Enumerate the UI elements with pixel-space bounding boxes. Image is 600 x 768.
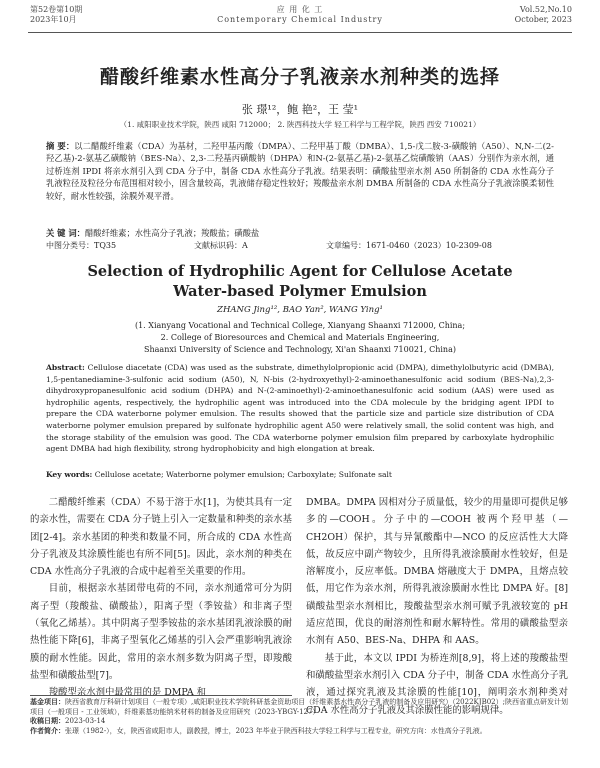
body-paragraph: 羧酸型亲水剂中最常用的是 DMPA 和 — [48, 687, 206, 699]
body-column-left — [30, 494, 292, 702]
keywords-cn-label: 关 键 词： — [46, 228, 85, 238]
body-paragraph: 目前，根据亲水基团带电荷的不同，亲水剂通常可分为阴离子型（羧酸盐、磺酸盐），阳离子型（季铵盐）和非离子型（氧化乙烯基）。其中阴离子型季铵盐的亲水基团乳液涂膜的耐热性能下降[6]，非离子型氧化乙烯基的引入会严重影响乳液涂膜的耐水性能。因此，常用的亲水剂多数为阴离子型，即羧酸盐型和磺酸盐型[7]。 — [30, 583, 292, 681]
footnote-author — [30, 727, 572, 737]
received-label: 收稿日期： — [30, 717, 65, 726]
title-en — [0, 262, 600, 302]
received-date: 2023-03-14 — [65, 717, 106, 726]
keywords-en-text: Cellulose acetate; Waterborne polymer emulsion; Carboxylate; Sulfonate salt — [94, 470, 392, 479]
footnote-received — [30, 717, 572, 727]
header-journal-cn: 应 用 化 工 — [276, 5, 324, 14]
abstract-cn-label: 摘 要： — [46, 141, 75, 151]
clc-number: 中图分类号：TQ35 — [46, 241, 117, 250]
abstract-en-text: Cellulose diacetate (CDA) was used as the substrate, dimethylolpropionic acid (DMPA), dimethylolbutyric acid (DMBA), 1,5-pentanediamine-3-sulfonic acid sodium (A50), N, N-bis (2-hydroxyethyl)-2-aminoethanesulfonic acid sodium (BES-Na),2,3-dihydroxypropanesulfonic acid sodium (DHPA) and N-(2-aminoethyl)-2-aminoethanesulfonic acid sodium (AAS) were used as hydrophilic agents, respectively, the hydrophilic agent was introduced into the CDA molecule by the bridging agent IPDI to prepare the CDA waterborne polymer emulsion. The results showed that the particle size and particle size distribution of CDA waterborne polymer emulsion prepared by sulfonate hydrophilic agent A50 were relatively small, the solid content was high, and the storage stability of the emulsion was good. The CDA waterborne polymer emulsion film prepared by carboxylate hydrophilic agent DMBA had high flexibility, strong hydrophobicity and high elongation at break. — [46, 363, 554, 454]
keywords-en-label: Key words: — [46, 470, 93, 479]
footnote-rule — [30, 695, 292, 696]
fund-text: 陕西省教育厅科研计划项目（一般专项）,咸阳职业技术学院科研基金资助项目（纤维素基水性高分子乳液的制备及应用研究）（2022KJB02）;陕西省重点研发计划项目（一般项目 - 工业领域），纤维素基功能纳米材料的制备及应用研究（2023-YBGY-127） — [30, 698, 568, 716]
authors-en: ZHANG Jing¹², BAO Yan², WANG Ying¹ — [217, 305, 383, 315]
affiliation-en-line: (1. Xianyang Vocational and Technical College, Xianyang Shaanxi 712000, China; — [134, 321, 466, 330]
header-date-en: October, 2023 — [514, 15, 572, 24]
article-number: 文章编号：1671-0460（2023）10-2309-08 — [326, 241, 492, 250]
authors-cn: 张 璟¹²，鲍 艳²，王 莹¹ — [241, 103, 359, 116]
author-label: 作者简介： — [30, 726, 65, 735]
title-en-line2: Water-based Polymer Emulsion — [173, 283, 427, 300]
abstract-cn-text: 以二醋酸纤维素（CDA）为基材，二羟甲基丙酸（DMPA）、二羟甲基丁酸（DMBA）、1,5-戊二胺-3-磺酸钠（A50）、N,N-二(2-羟乙基)-2-氨基乙磺酸钠（BES-Na）、2,3-二羟基丙磺酸钠（DHPA）和N-(2-氨基乙基)-2-氨基乙烷磺酸钠（AAS）分别作为亲水剂，通过桥连剂 IPDI 将亲水剂引入到 CDA 分子中，制备 CDA 水性高分子乳液。结果表明：磺酸盐型亲水剂 A50 所制备的 CDA 水性高分子乳液粒径及粒径分布范围相对较小，固含量较高，乳液储存稳定性较好；羧酸盐亲水剂 DMBA 所制备的 CDA 水性高分子乳液涂膜柔韧性较好，耐水性较强，涂膜外观平滑。 — [46, 141, 554, 201]
header-volume-en: Vol.52,No.10 — [519, 5, 572, 14]
header-volume: 第52卷第10期 — [30, 5, 83, 14]
fund-label: 基金项目： — [30, 698, 65, 706]
keywords-cn-text: 醋酸纤维素；水性高分子乳液；羧酸盐；磺酸盐 — [84, 228, 260, 238]
title-cn: 醋酸纤维素水性高分子乳液亲水剂种类的选择 — [99, 66, 500, 88]
header-date-cn: 2023年10月 — [30, 15, 77, 24]
body-paragraph: DMBA。DMPA 因相对分子质量低，较少的用量即可提供足够多的—COOH。分子中的—COOH 被两个羟甲基（—CH2OH）保护，其与异氰酸酯中—NCO 的反应活性大大降低，故反应中副产物较少，且所得乳液涂膜耐水性较好，但是溶解度小，反应率低。DMBA 熔融度大于 DMPA，且熔点较低，用它作为亲水剂，所得乳液涂膜耐水性比 DMPA 好。[8]磺酸盐型亲水剂相比，羧酸盐型亲水剂可赋予乳液较宽的 pH 适应范围，优良的耐溶剂性和耐水解特性。常用的磺酸盐型亲水剂有 A50、BES-Na、DHPA 和 AAS。 — [306, 497, 568, 647]
header-journal-en: Contemporary Chemical Industry — [217, 15, 383, 24]
keywords-cn — [46, 227, 554, 239]
affiliation-en-line: 2. College of Bioresources and Chemical and Materials Engineering, — [160, 333, 440, 342]
title-en-line1: Selection of Hydrophilic Agent for Cellulose Acetate — [87, 263, 513, 280]
running-header — [0, 5, 600, 31]
footnote — [30, 698, 572, 736]
keywords-en — [46, 470, 554, 479]
header-right — [515, 5, 572, 25]
affiliation-en-line: Shaanxi University of Science and Technology, Xi'an Shaanxi 710021, China) — [144, 345, 456, 354]
abstract-en-label: Abstract: — [46, 363, 85, 372]
abstract-cn — [46, 140, 554, 202]
abstract-en — [46, 362, 554, 455]
affiliation-en — [0, 320, 600, 356]
footnote-fund — [30, 698, 572, 717]
document-code: 文献标识码：A — [194, 241, 248, 250]
header-rule — [28, 32, 572, 33]
body-paragraph: 基于此，本文以 IPDI 为桥连剂[8,9]，将上述的羧酸盐型和磺酸盐型亲水剂引入 CDA 分子中，制备 CDA 水性高分子乳液，通过探究乳液及其涂膜的性能[10]，阐明亲水剂种类对 CDA 水性高分子乳液及其涂膜性能的影响规律。 — [306, 652, 568, 716]
author-bio: 张璟（1982-），女，陕西省咸阳市人，副教授，博士，2023 年毕业于陕西科技大学轻工科学与工程专业，研究方向：水性高分子乳液。 — [65, 726, 487, 735]
affiliation-cn: （1. 咸阳职业技术学院，陕西 咸阳 712000； 2. 陕西科技大学 轻工科学与工程学院，陕西 西安 710021） — [119, 120, 481, 129]
body-paragraph: 二醋酸纤维素（CDA）不易于溶于水[1]，为使其具有一定的亲水性，需要在 CDA 分子链上引入一定数量和种类的亲水基团[2-4]。亲水基团的种类和数量不同，所合成的 CDA 水性高分子乳液及其涂膜性能也有所不同[5]。因此，亲水剂的种类在 CDA 水性高分子乳液的合成中起着至关重要的作用。 — [30, 497, 292, 578]
header-center — [0, 5, 600, 25]
body-column-right — [306, 494, 568, 719]
